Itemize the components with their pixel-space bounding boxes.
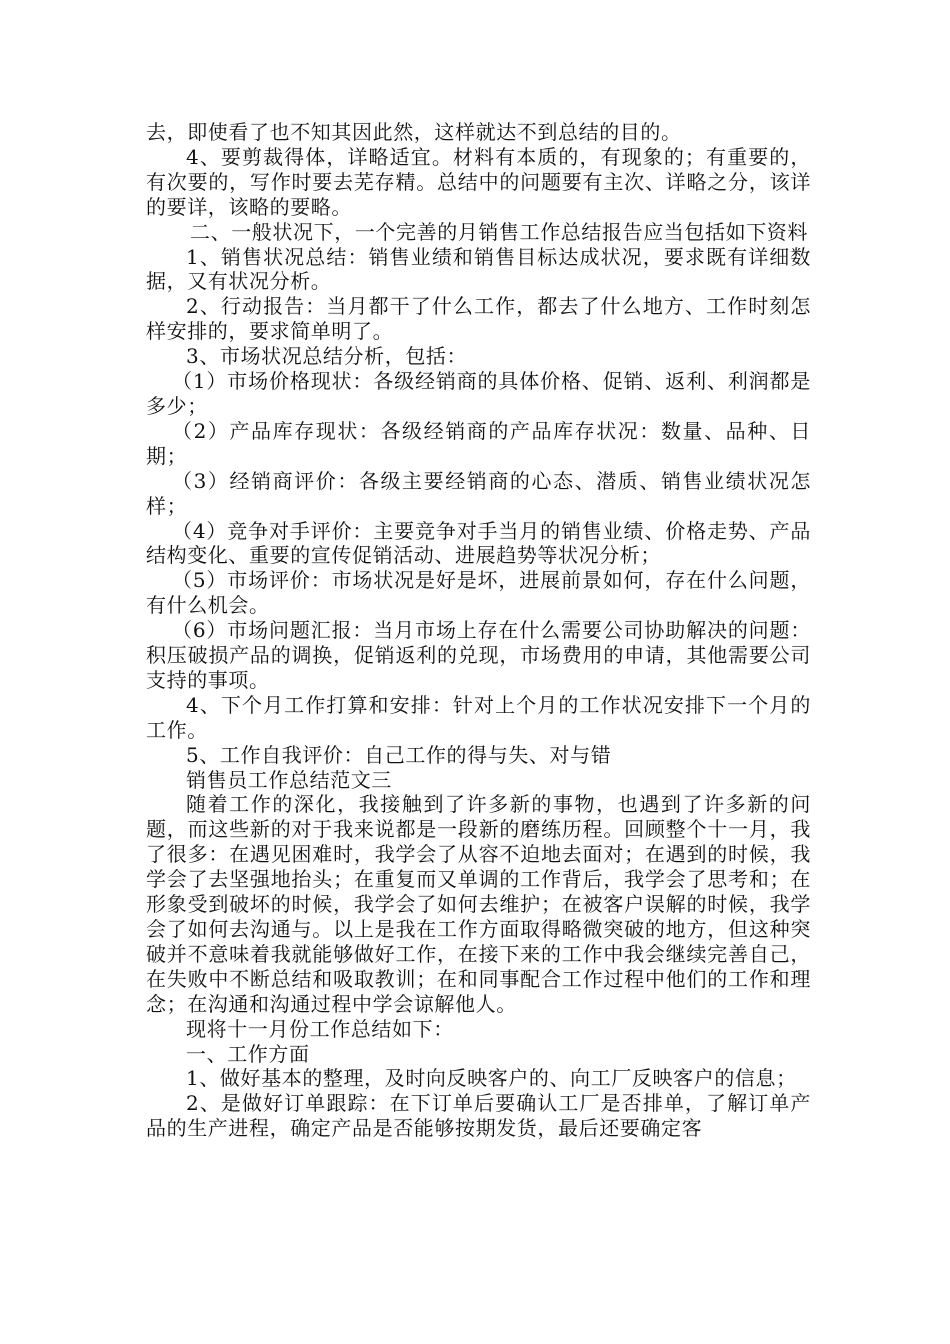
paragraph: 2、是做好订单跟踪：在下订单后要确认工厂是否排单，了解订单产品的生产进程，确定产品是否能够按期发货，最后还要确定客 [146, 1091, 811, 1141]
section-heading: 二、一般状况下，一个完善的月销售工作总结报告应当包括如下资料 [190, 219, 808, 244]
paragraph: （3）经销商评价：各级主要经销商的心态、潜质、销售业绩状况怎样； [146, 468, 811, 518]
paragraph: 4、要剪裁得体，详略适宜。材料有本质的，有现象的；有重要的，有次要的，写作时要去芜存精。总结中的问题要有主次、详略之分，该详的要详，该略的要略。 [146, 144, 811, 219]
section-heading: 一、工作方面 [186, 1041, 310, 1066]
paragraph: （1）市场价格现状：各级经销商的具体价格、促销、返利、利润都是多少； [146, 369, 811, 418]
paragraph: 随着工作的深化，我接触到了许多新的事物，也遇到了许多新的问题，而这些新的对于我来说都是一段新的磨练历程。回顾整个十一月，我了很多：在遇见困难时，我学会了从容不迫地去面对；在遇到的时候，我学会了去坚强地抬头；在重复而又单调的工作背后，我学会了思考和；在形象受到破坏的时候，我学会了如何去维护；在被客户误解的时候，我学会了如何去沟通与。以上是我在工作方面取得略微突破的地方，但这种突破并不意味着我就能够做好工作，在接下来的工作中我会继续完善自己，在失败中不断总结和吸取教训；在和同事配合工作过程中他们的工作和理念；在沟通和沟通过程中学会谅解他人。 [146, 792, 811, 1016]
section-heading: 销售员工作总结范文三 [186, 767, 392, 792]
document-body [146, 120, 811, 1141]
paragraph: （4）竞争对手评价：主要竞争对手当月的销售业绩、价格走势、产品结构变化、重要的宣传促销活动、进展趋势等状况分析； [146, 518, 811, 568]
paragraph: 3、市场状况总结分析，包括： [186, 344, 468, 369]
paragraph: 5、工作自我评价：自己工作的得与失、对与错 [186, 742, 612, 767]
paragraph: （2）产品库存现状：各级经销商的产品库存状况：数量、品种、日期； [146, 418, 811, 468]
paragraph: （5）市场评价：市场状况是好是坏，进展前景如何，存在什么问题，有什么机会。 [146, 568, 811, 618]
paragraph: 1、销售状况总结：销售业绩和销售目标达成状况，要求既有详细数据，又有状况分析。 [146, 244, 811, 294]
paragraph: 1、做好基本的整理，及时向反映客户的、向工厂反映客户的信息； [186, 1066, 797, 1091]
paragraph: 4、下个月工作打算和安排：针对上个月的工作状况安排下一个月的工作。 [146, 692, 811, 742]
paragraph: 去，即使看了也不知其因此然，这样就达不到总结的目的。 [146, 120, 682, 144]
paragraph: 2、行动报告：当月都干了什么工作，都去了什么地方、工作时刻怎样安排的，要求简单明了。 [146, 294, 811, 344]
paragraph: 现将十一月份工作总结如下： [186, 1016, 454, 1041]
paragraph: （6）市场问题汇报：当月市场上存在什么需要公司协助解决的问题：积压破损产品的调换，促销返利的兑现，市场费用的申请，其他需要公司支持的事项。 [146, 618, 811, 692]
